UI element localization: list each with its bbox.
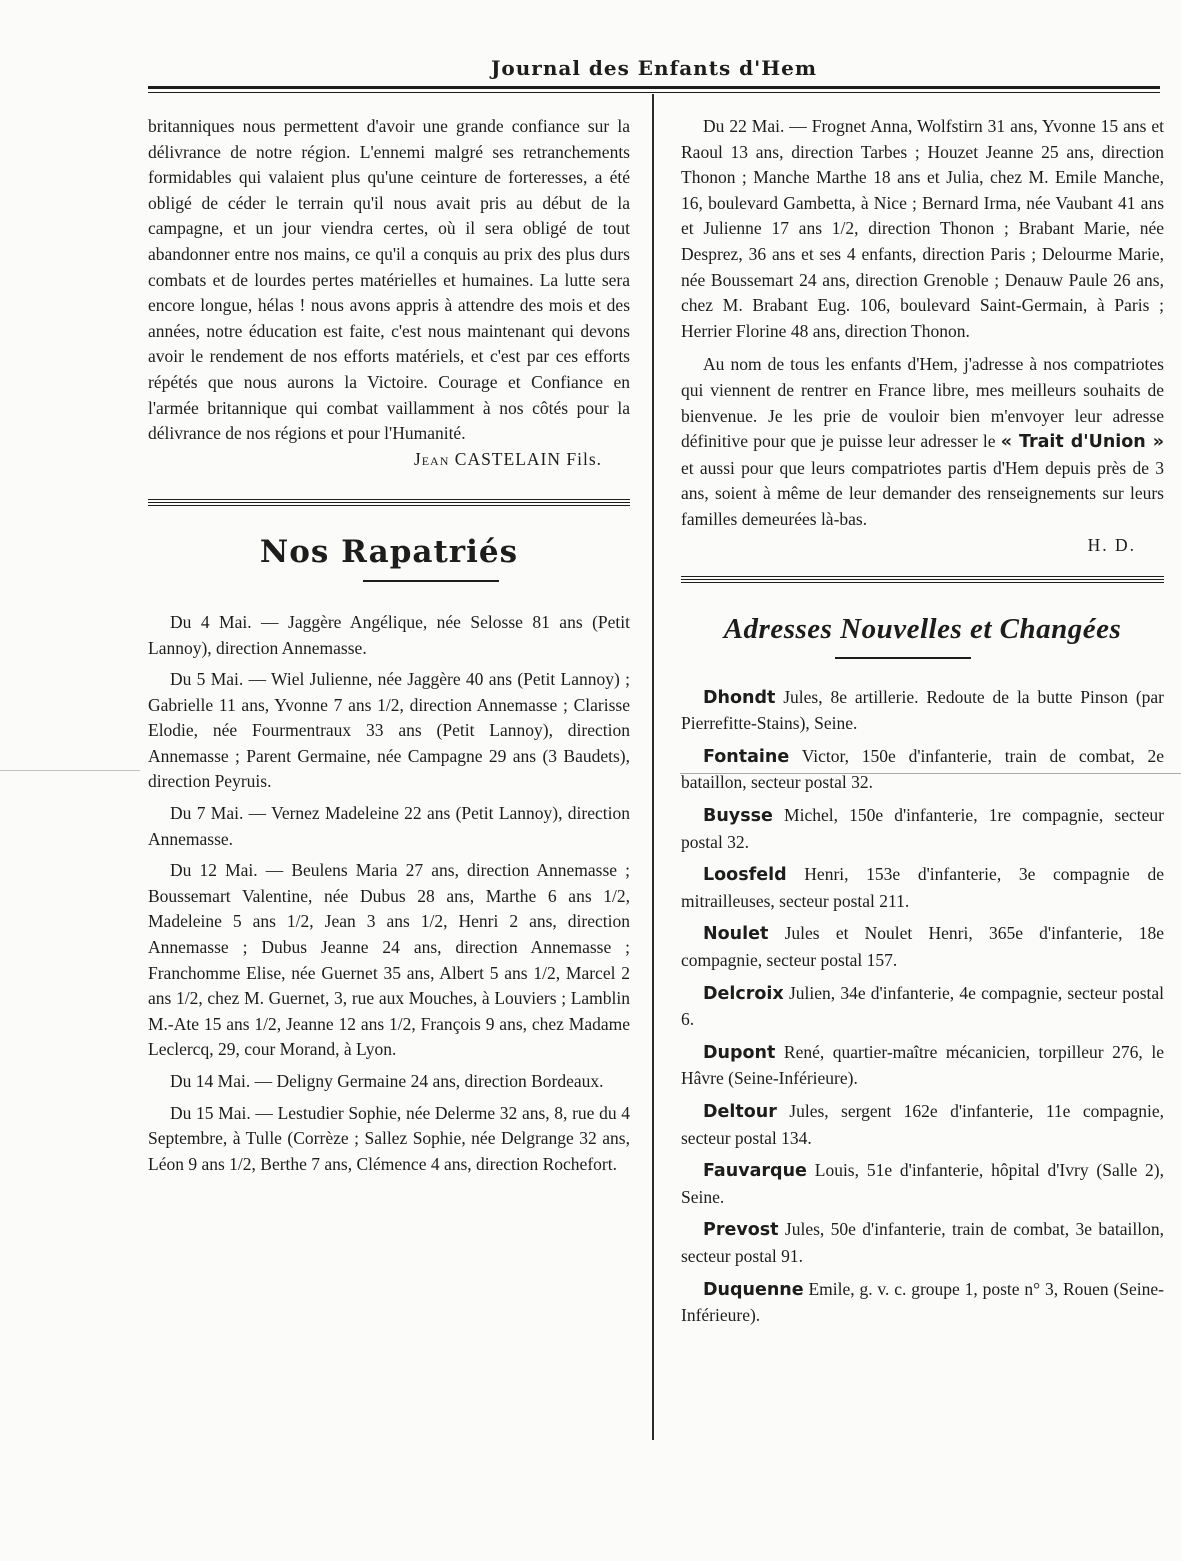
address-entry bbox=[681, 1099, 1164, 1151]
section-heading-rapatries: Nos Rapatriés bbox=[259, 534, 519, 571]
repatriate-entry: Du 7 Mai. — Vernez Madeleine 22 ans (Petit Lannoy), direction Annemasse. bbox=[148, 803, 630, 849]
person-name: Buysse bbox=[703, 806, 773, 827]
address-entry bbox=[681, 685, 1164, 737]
repatriate-entry: Du 4 Mai. — Jaggère Angélique, née Selosse 81 ans (Petit Lannoy), direction Annemasse. bbox=[148, 611, 630, 658]
person-name: Dhondt bbox=[703, 687, 776, 708]
repatriate-entry: Du 15 Mai. — Lestudier Sophie, née Delerme 32 ans, 8, rue du 4 Septembre, à Tulle (Corrèze ; Sallez Sophie, née Delgrange 32 ans, Léon 9 ans 1/2, Berthe 7 ans, Clémence 4 ans, direction Rochefort. bbox=[148, 1102, 630, 1174]
address-text: Jules, sergent 162e d'infanterie, 11e compagnie, secteur postal 134. bbox=[681, 1101, 1165, 1148]
person-name: Dupont bbox=[703, 1042, 776, 1063]
heading-underline bbox=[363, 580, 499, 582]
masthead-title: Journal des Enfants d'Hem bbox=[490, 56, 818, 80]
address-text: Jules, 8e artillerie. Redoute de la butte Pinson (par Pierrefitte-Stains), Seine. bbox=[681, 686, 1164, 734]
address-text: Michel, 150e d'infanterie, 1re compagnie, secteur postal 32. bbox=[681, 805, 1164, 852]
person-name: Loosfeld bbox=[703, 865, 787, 886]
address-text: Victor, 150e d'infanterie, train de combat, 2e bataillon, secteur postal 32. bbox=[681, 745, 1164, 793]
masthead-rule bbox=[148, 86, 1160, 93]
address-text: Henri, 153e d'infanterie, 3e compagnie de mitrailleuses, secteur postal 211. bbox=[681, 864, 1164, 911]
repatriate-entry: Du 14 Mai. — Deligny Germaine 24 ans, direction Bordeaux. bbox=[170, 1071, 604, 1091]
section-rule bbox=[148, 499, 630, 506]
repatriates-list bbox=[148, 610, 630, 1177]
paper-fold-mark bbox=[680, 773, 1181, 774]
welcome-note-text: Au nom de tous les enfants d'Hem, j'adresse à nos compatriotes qui viennent de rentrer en France libre, mes meilleurs souhaits de bienvenue. Je les prie de vouloir bien m'envoyer leur adresse définitive pour que je puisse leur adresser le bbox=[681, 354, 1164, 452]
address-text: René, quartier-maître mécanicien, torpilleur 276, le Hâvre (Seine-Inférieure). bbox=[681, 1041, 1164, 1089]
address-entry bbox=[681, 1217, 1164, 1269]
address-text: Louis, 51e d'infanterie, hôpital d'Ivry (Salle 2), Seine. bbox=[681, 1160, 1165, 1207]
repatriate-entry: Du 12 Mai. — Beulens Maria 27 ans, direction Annemasse ; Boussemart Valentine, née Dubus 28 ans, Marthe 6 ans 1/2, Madeleine 5 ans 1/2, Jean 3 ans 1/2, Henri 2 ans, direction Annemasse ; Dubus Jeanne 24 ans, direction Annemasse ; Franchomme Elise, née Guernet 35 ans, Albert 5 ans 1/2, Marcel 2 ans 1/2, chez M. Guernet, 3, rue aux Mouches, à Louviers ; Lamblin M.-Ate 15 ans 1/2, Jeanne 12 ans 1/2, François 9 ans, chez Madame Leclercq, 29, cour Morand, à Lyon. bbox=[148, 860, 630, 1060]
address-text: Julien, 34e d'infanterie, 4e compagnie, secteur postal 6. bbox=[681, 982, 1164, 1030]
person-name: Noulet bbox=[703, 924, 769, 945]
signature-first-name: Jean bbox=[413, 448, 450, 469]
person-name: Delcroix bbox=[703, 983, 784, 1004]
left-column bbox=[148, 114, 630, 1177]
paper-fold-mark bbox=[0, 770, 140, 771]
signature bbox=[148, 447, 630, 473]
column-divider bbox=[652, 94, 654, 1440]
welcome-note bbox=[681, 352, 1164, 532]
welcome-note-text-end: et aussi pour que leurs compatriotes partis d'Hem depuis près de 3 ans, soient à même de leur demander des renseignements sur leurs familles demeurées là-bas. bbox=[681, 457, 1164, 529]
address-entry bbox=[681, 981, 1164, 1033]
address-text: Jules, 50e d'infanterie, train de combat, 3e bataillon, secteur postal 91. bbox=[681, 1219, 1165, 1266]
address-entry bbox=[681, 744, 1164, 796]
address-list bbox=[681, 685, 1164, 1329]
right-column bbox=[681, 114, 1164, 1336]
person-name: Deltour bbox=[703, 1102, 777, 1122]
repatriate-entry-may22: Du 22 Mai. — Frognet Anna, Wolfstirn 31 ans, Yvonne 15 ans et Raoul 13 ans, direction Tarbes ; Houzet Jeanne 25 ans, direction Thonon ; Manche Marthe 18 ans et Julia, chez M. Emile Manche, 16, boulevard Gambetta, à Nice ; Bernard Irma, née Vaubant 41 ans et Julienne 17 ans 1/2, direction Thonon ; Brabant Marie, née Desprez, 36 ans et ses 4 enfants, direction Paris ; Delourme Marie, née Boussemart 24 ans, direction Grenoble ; Denauw Paule 26 ans, chez M. Brabant Eug. 106, boulevard Saint-Germain, à Paris ; Herrier Florine 48 ans, direction Thonon. bbox=[681, 116, 1164, 341]
author-initials: H. D. bbox=[1087, 534, 1136, 555]
signature-surname: CASTELAIN Fils. bbox=[454, 448, 602, 469]
address-entry bbox=[681, 1040, 1164, 1092]
person-name: Duquenne bbox=[703, 1279, 804, 1300]
address-text: Jules et Noulet Henri, 365e d'infanterie, 18e compagnie, secteur postal 157. bbox=[681, 923, 1164, 971]
address-entry bbox=[681, 803, 1164, 855]
address-entry bbox=[681, 1158, 1164, 1210]
address-entry bbox=[681, 862, 1164, 914]
person-name: Prevost bbox=[703, 1220, 779, 1241]
trait-union-title: « Trait d'Union » bbox=[1000, 432, 1165, 453]
section-rule bbox=[681, 576, 1164, 583]
address-entry bbox=[681, 1277, 1164, 1329]
heading-underline bbox=[835, 657, 971, 659]
person-name: Fontaine bbox=[703, 746, 790, 767]
address-text: Emile, g. v. c. groupe 1, poste n° 3, Rouen (Seine-Inférieure). bbox=[681, 1278, 1165, 1326]
address-entry bbox=[681, 921, 1164, 973]
section-heading-adresses: Adresses Nouvelles et Changées bbox=[723, 613, 1122, 646]
repatriate-entry: Du 5 Mai. — Wiel Julienne, née Jaggère 40 ans (Petit Lannoy) ; Gabrielle 11 ans, Yvonne 7 ans 1/2, direction Annemasse ; Clarisse Elodie, née Fourmentraux 33 ans (Petit Lannoy), direction Annemasse ; Parent Germaine, née Campagne 29 ans (3 Baudets), direction Peyruis. bbox=[148, 669, 630, 792]
editorial-text: britanniques nous permettent d'avoir une grande confiance sur la délivrance de notre région. L'ennemi malgré ses retranchements formidables qui valaient plus qu'une ceinture de forteresses, a été obligé de céder le terrain qu'il nous avait pris au début de la campagne, et un jour viendra certes, où il sera obligé de tout abandonner entre nos mains, ce qu'il a conquis au prix des plus durs combats et de lourdes pertes matérielles et humaines. La lutte sera encore longue, hélas ! nous avons appris à attendre des mois et des années, notre éducation est faite, c'est nous maintenant qui devons avoir le rendement de nos efforts matériels, et c'est par ces efforts répétés que nous aurons la Victoire. Courage et Confiance en l'armée britannique qui combat vaillamment à nos côtés pour la délivrance de nos régions et pour l'Humanité. bbox=[148, 116, 630, 444]
person-name: Fauvarque bbox=[703, 1161, 807, 1182]
